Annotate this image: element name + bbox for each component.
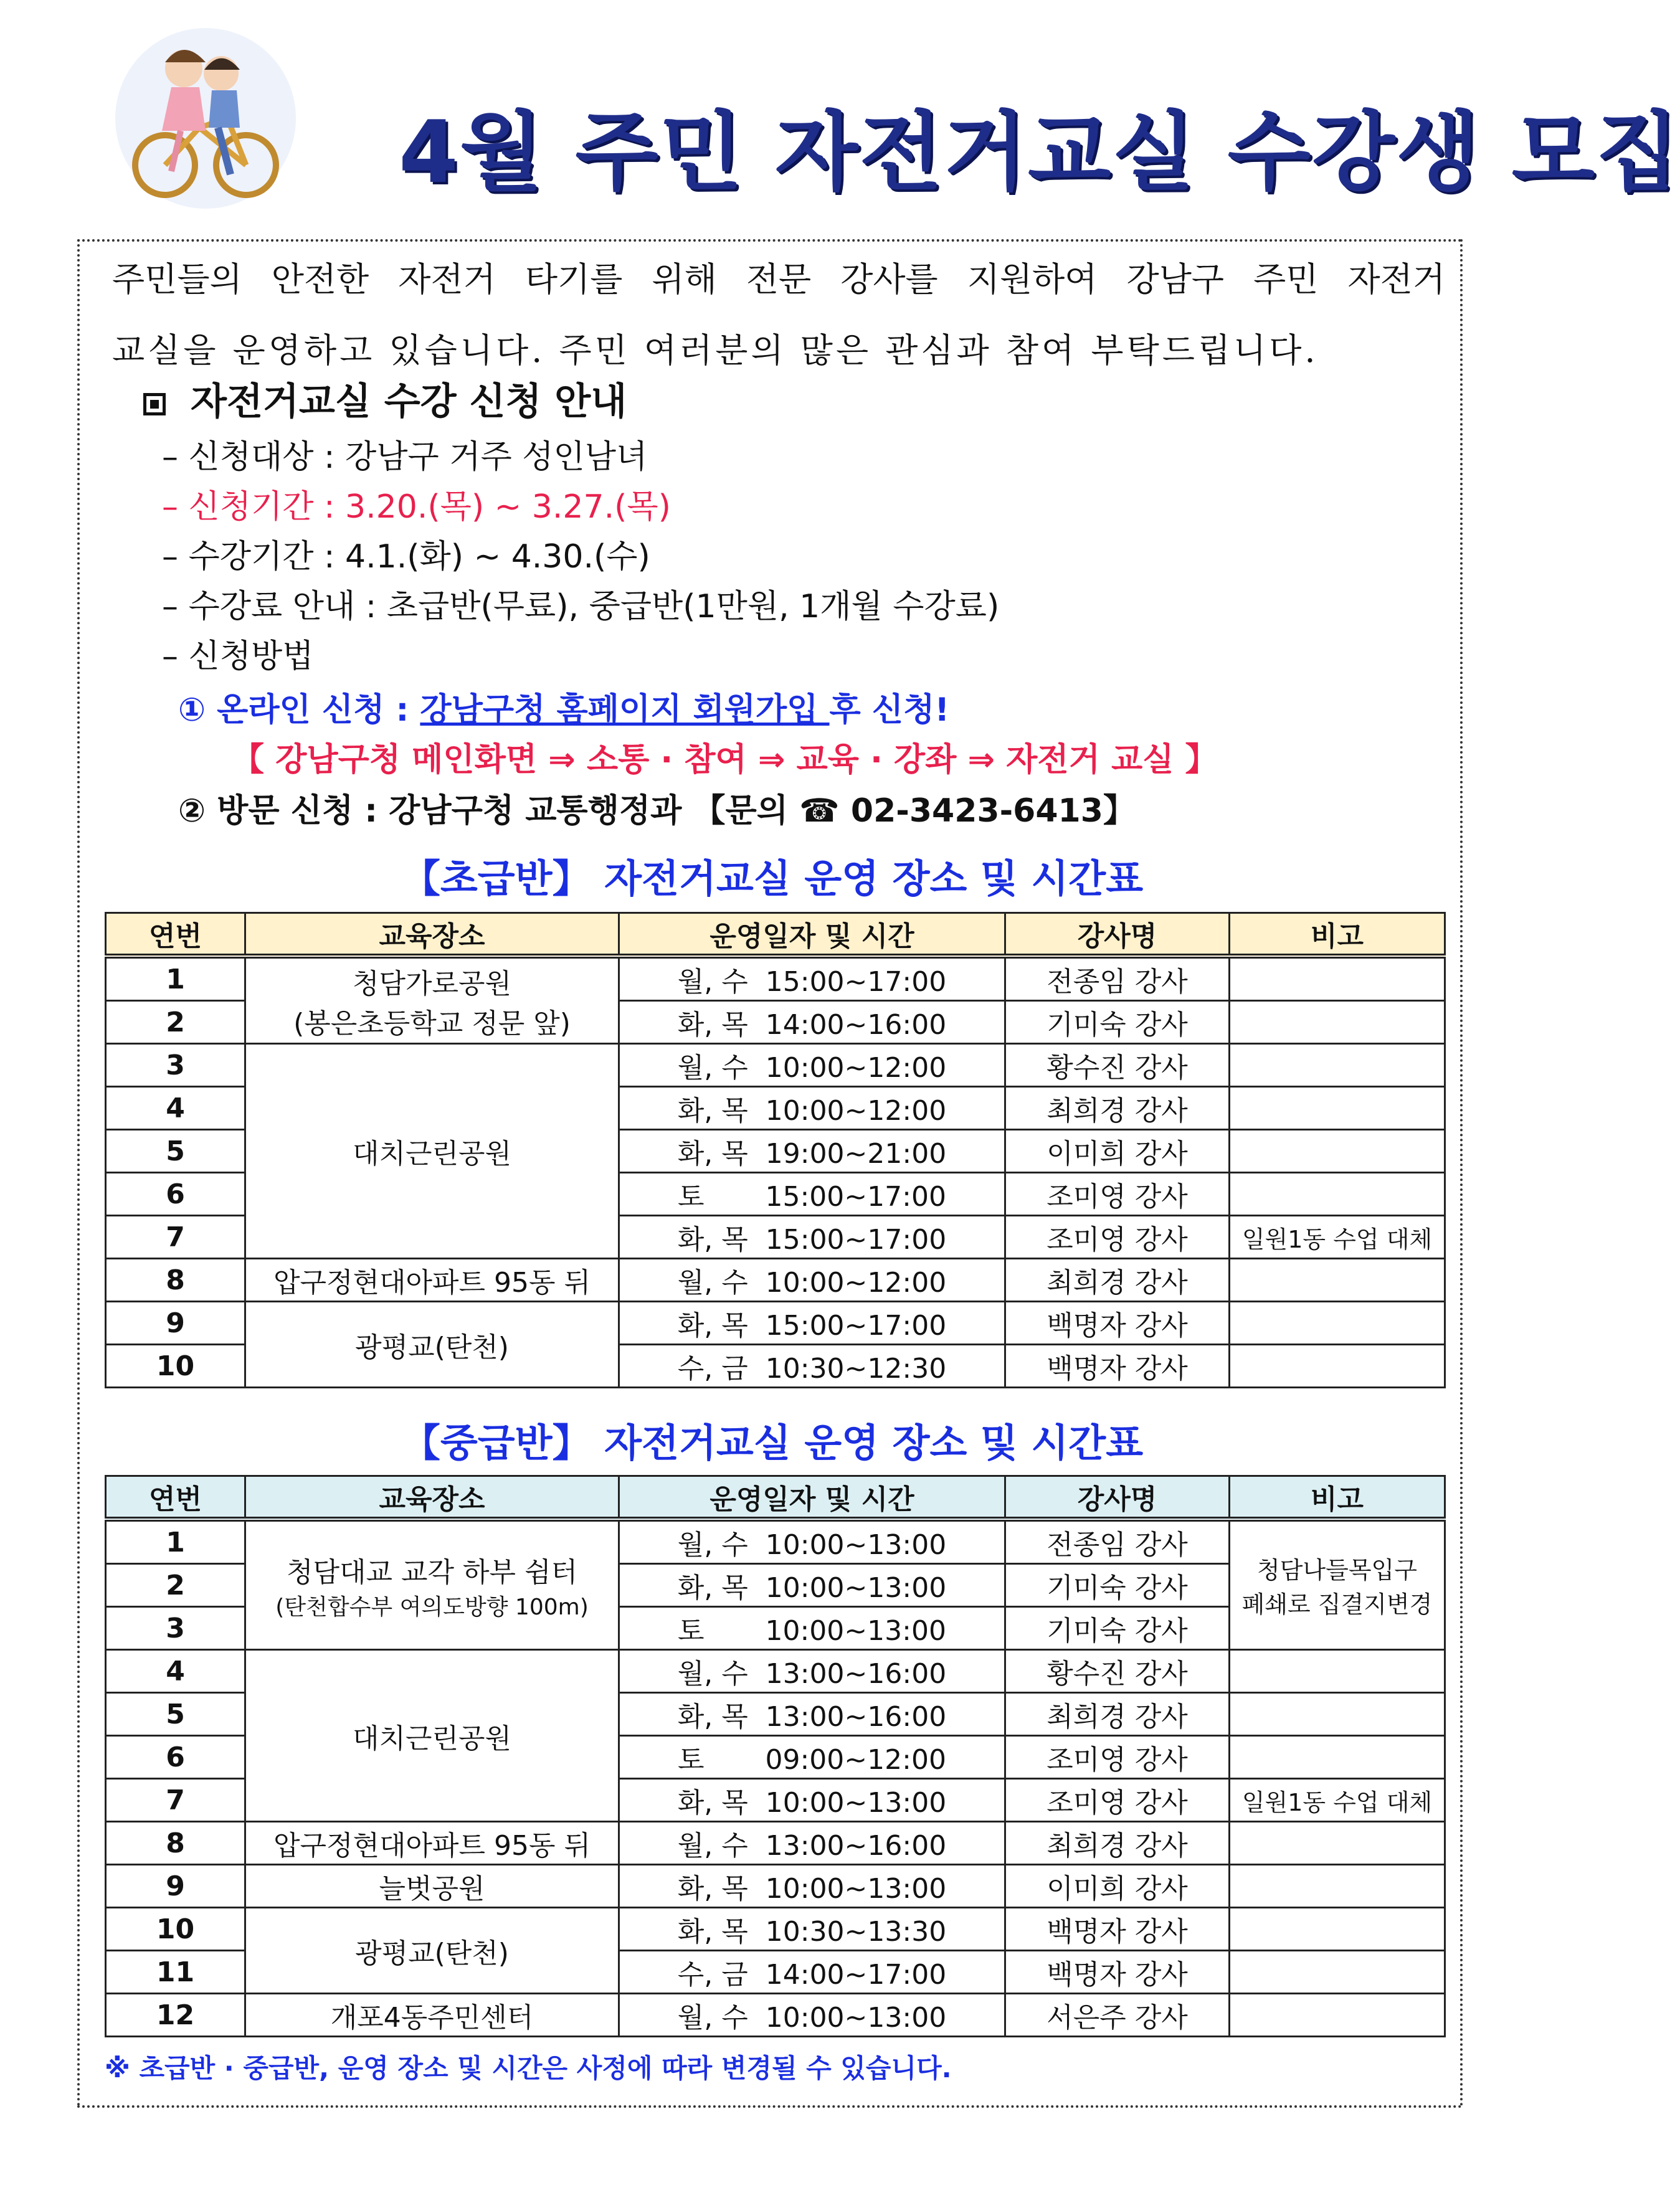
schedule-time: 14:00~16:00	[765, 1009, 947, 1041]
schedule-day: 수, 금	[677, 1353, 748, 1385]
table-row	[106, 956, 1445, 1001]
note-cell	[1230, 956, 1445, 1001]
online-application	[178, 685, 949, 735]
instructor-cell: 기미숙 강사	[1005, 1564, 1230, 1607]
row-no: 12	[106, 1994, 245, 2037]
schedule-day: 화, 목	[677, 1310, 748, 1342]
place-detail: (탄천합수부 여의도방향 100m)	[275, 1594, 589, 1620]
schedule-day: 화, 목	[677, 1572, 748, 1604]
instructor-cell: 백명자 강사	[1005, 1908, 1230, 1951]
schedule-cell	[619, 1173, 1005, 1216]
schedule-day: 수, 금	[677, 1959, 748, 1991]
schedule-day: 월, 수	[677, 2002, 748, 2034]
schedule-time: 10:30~12:30	[765, 1353, 947, 1385]
row-no: 6	[106, 1736, 245, 1779]
place-cell: 대치근린공원	[245, 1650, 619, 1822]
schedule-cell	[619, 1994, 1005, 2037]
section-heading	[143, 374, 627, 430]
schedule-day: 월, 수	[677, 1267, 748, 1299]
place-cell	[245, 1519, 619, 1650]
place-name: 청담대교 교각 하부 쉼터	[287, 1556, 577, 1588]
note-cell	[1230, 1173, 1445, 1216]
children-bicycle-illustration	[112, 25, 299, 212]
schedule-cell	[619, 1044, 1005, 1087]
schedule-day: 월, 수	[677, 966, 748, 998]
schedule-cell	[619, 1693, 1005, 1736]
place-cell: 압구정현대아파트 95동 뒤	[245, 1822, 619, 1865]
schedule-cell	[619, 1607, 1005, 1650]
intro-text-line1: 주민들의 안전한 자전거 타기를 위해 전문 강사를 지원하여 강남구 주민 자전거	[112, 260, 1445, 299]
schedule-time: 10:00~12:00	[765, 1267, 947, 1299]
schedule-time: 10:00~12:00	[765, 1052, 947, 1084]
row-no: 2	[106, 1564, 245, 1607]
square-bullet-icon	[143, 393, 166, 415]
place-cell	[245, 956, 619, 1044]
note-cell	[1230, 1994, 1445, 2037]
note-cell	[1230, 1302, 1445, 1345]
section-heading-text: 자전거교실 수강 신청 안내	[191, 380, 627, 424]
row-no: 10	[106, 1908, 245, 1951]
instructor-cell: 기미숙 강사	[1005, 1001, 1230, 1044]
schedule-time: 15:00~17:00	[765, 966, 947, 998]
header-place: 교육장소	[245, 913, 619, 957]
info-course-period: – 수강기간 : 4.1.(화) ~ 4.30.(수)	[162, 538, 650, 576]
instructor-cell: 기미숙 강사	[1005, 1607, 1230, 1650]
instructor-cell: 전종임 강사	[1005, 956, 1230, 1001]
note-cell	[1230, 1345, 1445, 1388]
schedule-time: 15:00~17:00	[765, 1310, 947, 1342]
header-note: 비고	[1230, 1476, 1445, 1520]
row-no: 3	[106, 1607, 245, 1650]
header-instructor: 강사명	[1005, 1476, 1230, 1520]
info-period: – 신청기간 : 3.20.(목) ~ 3.27.(목)	[162, 488, 671, 526]
schedule-cell	[619, 1001, 1005, 1044]
table-row	[106, 1044, 1445, 1087]
schedule-day: 화, 목	[677, 1701, 748, 1733]
note-cell	[1230, 1087, 1445, 1130]
schedule-cell	[619, 1908, 1005, 1951]
schedule-cell	[619, 1259, 1005, 1302]
row-no: 4	[106, 1087, 245, 1130]
visit-application: ② 방문 신청 : 강남구청 교통행정과 【문의 ☎ 02-3423-6413】	[178, 792, 1136, 830]
schedule-cell	[619, 1822, 1005, 1865]
note-cell	[1230, 1822, 1445, 1865]
schedule-day: 월, 수	[677, 1052, 748, 1084]
schedule-cell	[619, 1519, 1005, 1564]
instructor-cell: 이미희 강사	[1005, 1865, 1230, 1908]
schedule-time: 10:30~13:30	[765, 1916, 947, 1948]
schedule-cell	[619, 956, 1005, 1001]
instructor-cell: 황수진 강사	[1005, 1044, 1230, 1087]
table-row	[106, 1865, 1445, 1908]
table-header-row	[106, 1476, 1445, 1520]
table-row	[106, 1908, 1445, 1951]
header-no: 연번	[106, 1476, 245, 1520]
schedule-time: 13:00~16:00	[765, 1701, 947, 1733]
schedule-cell	[619, 1650, 1005, 1693]
header-no: 연번	[106, 913, 245, 957]
place-detail: (봉은초등학교 정문 앞)	[293, 1007, 571, 1040]
schedule-cell	[619, 1345, 1005, 1388]
schedule-cell	[619, 1736, 1005, 1779]
table-row	[106, 1259, 1445, 1302]
schedule-day: 토	[678, 1615, 705, 1647]
row-no: 1	[106, 956, 245, 1001]
place-cell: 광평교(탄천)	[245, 1908, 619, 1994]
schedule-day: 화, 목	[677, 1224, 748, 1256]
footnote: ※ 초급반 · 중급반, 운영 장소 및 시간은 사정에 따라 변경될 수 있습니다.	[105, 2053, 952, 2083]
instructor-cell: 전종임 강사	[1005, 1519, 1230, 1564]
instructor-cell: 서은주 강사	[1005, 1994, 1230, 2037]
table-row	[106, 1822, 1445, 1865]
table-row	[106, 1650, 1445, 1693]
header-schedule: 운영일자 및 시간	[619, 1476, 1005, 1520]
note-cell	[1230, 1693, 1445, 1736]
note-cell	[1230, 1001, 1445, 1044]
schedule-time: 09:00~12:00	[765, 1744, 946, 1776]
menu-path: 【 강남구청 메인화면 ⇒ 소통 · 참여 ⇒ 교육 · 강좌 ⇒ 자전거 교실 】	[232, 741, 1218, 779]
note-cell	[1230, 1865, 1445, 1908]
schedule-time: 15:00~17:00	[765, 1224, 947, 1256]
schedule-time: 10:00~13:00	[765, 1873, 947, 1905]
place-cell: 늘벗공원	[245, 1865, 619, 1908]
schedule-day: 화, 목	[677, 1095, 748, 1127]
row-no: 10	[106, 1345, 245, 1388]
schedule-time: 13:00~16:00	[765, 1830, 947, 1862]
instructor-cell: 백명자 강사	[1005, 1951, 1230, 1994]
table-row	[106, 1519, 1445, 1564]
schedule-cell	[619, 1865, 1005, 1908]
place-name: 청담가로공원	[352, 967, 512, 1000]
schedule-day: 화, 목	[677, 1787, 748, 1819]
schedule-day: 화, 목	[677, 1009, 748, 1041]
schedule-day: 화, 목	[677, 1138, 748, 1170]
schedule-time: 10:00~13:00	[765, 1615, 946, 1647]
table-row	[106, 1994, 1445, 2037]
schedule-time: 14:00~17:00	[765, 1959, 947, 1991]
note-cell	[1230, 1130, 1445, 1173]
schedule-day: 화, 목	[677, 1916, 748, 1948]
row-no: 3	[106, 1044, 245, 1087]
schedule-day: 월, 수	[677, 1830, 748, 1862]
schedule-time: 13:00~16:00	[765, 1658, 947, 1690]
online-label: ① 온라인 신청 :	[178, 691, 420, 729]
note-cell: 일원1동 수업 대체	[1230, 1779, 1445, 1822]
place-cell: 압구정현대아파트 95동 뒤	[245, 1259, 619, 1302]
schedule-cell	[619, 1130, 1005, 1173]
instructor-cell: 조미영 강사	[1005, 1173, 1230, 1216]
schedule-cell	[619, 1302, 1005, 1345]
row-no: 9	[106, 1302, 245, 1345]
beginner-schedule-table	[105, 912, 1446, 1388]
schedule-cell	[619, 1087, 1005, 1130]
instructor-cell: 이미희 강사	[1005, 1130, 1230, 1173]
schedule-time: 10:00~13:00	[765, 2002, 947, 2034]
note-line: 폐쇄로 집결지변경	[1241, 1591, 1433, 1618]
place-cell: 대치근린공원	[245, 1044, 619, 1259]
table-row	[106, 1302, 1445, 1345]
instructor-cell: 백명자 강사	[1005, 1302, 1230, 1345]
intermediate-table-title: 【중급반】 자전거교실 운영 장소 및 시간표	[401, 1420, 1144, 1466]
note-cell	[1230, 1519, 1445, 1650]
note-cell: 일원1동 수업 대체	[1230, 1216, 1445, 1259]
schedule-cell	[619, 1564, 1005, 1607]
schedule-time: 10:00~13:00	[765, 1572, 947, 1604]
page-title: 4월 주민 자전거교실 수강생 모집	[399, 102, 1680, 202]
instructor-cell: 조미영 강사	[1005, 1216, 1230, 1259]
instructor-cell: 최희경 강사	[1005, 1693, 1230, 1736]
schedule-cell	[619, 1951, 1005, 1994]
instructor-cell: 백명자 강사	[1005, 1345, 1230, 1388]
row-no: 7	[106, 1779, 245, 1822]
intermediate-schedule-table	[105, 1475, 1446, 2037]
instructor-cell: 조미영 강사	[1005, 1736, 1230, 1779]
online-suffix: 후 신청!	[829, 691, 950, 729]
row-no: 11	[106, 1951, 245, 1994]
row-no: 9	[106, 1865, 245, 1908]
note-cell	[1230, 1259, 1445, 1302]
row-no: 5	[106, 1693, 245, 1736]
header-note: 비고	[1230, 913, 1445, 957]
header-place: 교육장소	[245, 1476, 619, 1520]
place-cell: 개포4동주민센터	[245, 1994, 619, 2037]
schedule-day: 토	[678, 1181, 705, 1213]
header-instructor: 강사명	[1005, 913, 1230, 957]
info-method: – 신청방법	[162, 638, 314, 675]
schedule-time: 10:00~12:00	[765, 1095, 947, 1127]
schedule-time: 10:00~13:00	[765, 1529, 947, 1561]
row-no: 7	[106, 1216, 245, 1259]
note-cell	[1230, 1908, 1445, 1951]
note-line: 청담나들목입구	[1257, 1557, 1417, 1584]
beginner-table-title: 【초급반】 자전거교실 운영 장소 및 시간표	[401, 856, 1144, 901]
schedule-day: 토	[678, 1744, 705, 1776]
row-no: 6	[106, 1173, 245, 1216]
row-no: 5	[106, 1130, 245, 1173]
schedule-time: 15:00~17:00	[765, 1181, 946, 1213]
header-schedule: 운영일자 및 시간	[619, 913, 1005, 957]
intro-text-line2: 교실을 운영하고 있습니다. 주민 여러분의 많은 관심과 참여 부탁드립니다.	[112, 331, 1319, 370]
table-header-row	[106, 913, 1445, 957]
schedule-time: 19:00~21:00	[765, 1138, 947, 1170]
note-cell	[1230, 1736, 1445, 1779]
instructor-cell: 황수진 강사	[1005, 1650, 1230, 1693]
schedule-day: 월, 수	[677, 1658, 748, 1690]
online-link[interactable]: 강남구청 홈페이지 회원가입	[420, 691, 830, 729]
instructor-cell: 최희경 강사	[1005, 1087, 1230, 1130]
row-no: 8	[106, 1259, 245, 1302]
place-cell: 광평교(탄천)	[245, 1302, 619, 1388]
row-no: 2	[106, 1001, 245, 1044]
schedule-day: 월, 수	[677, 1529, 748, 1561]
info-fee: – 수강료 안내 : 초급반(무료), 중급반(1만원, 1개월 수강료)	[162, 588, 1000, 625]
schedule-day: 화, 목	[677, 1873, 748, 1905]
row-no: 1	[106, 1519, 245, 1564]
note-cell	[1230, 1951, 1445, 1994]
instructor-cell: 최희경 강사	[1005, 1259, 1230, 1302]
schedule-cell	[619, 1216, 1005, 1259]
schedule-cell	[619, 1779, 1005, 1822]
note-cell	[1230, 1044, 1445, 1087]
schedule-time: 10:00~13:00	[765, 1787, 947, 1819]
note-cell	[1230, 1650, 1445, 1693]
row-no: 8	[106, 1822, 245, 1865]
instructor-cell: 최희경 강사	[1005, 1822, 1230, 1865]
row-no: 4	[106, 1650, 245, 1693]
info-target: – 신청대상 : 강남구 거주 성인남녀	[162, 438, 648, 476]
instructor-cell: 조미영 강사	[1005, 1779, 1230, 1822]
